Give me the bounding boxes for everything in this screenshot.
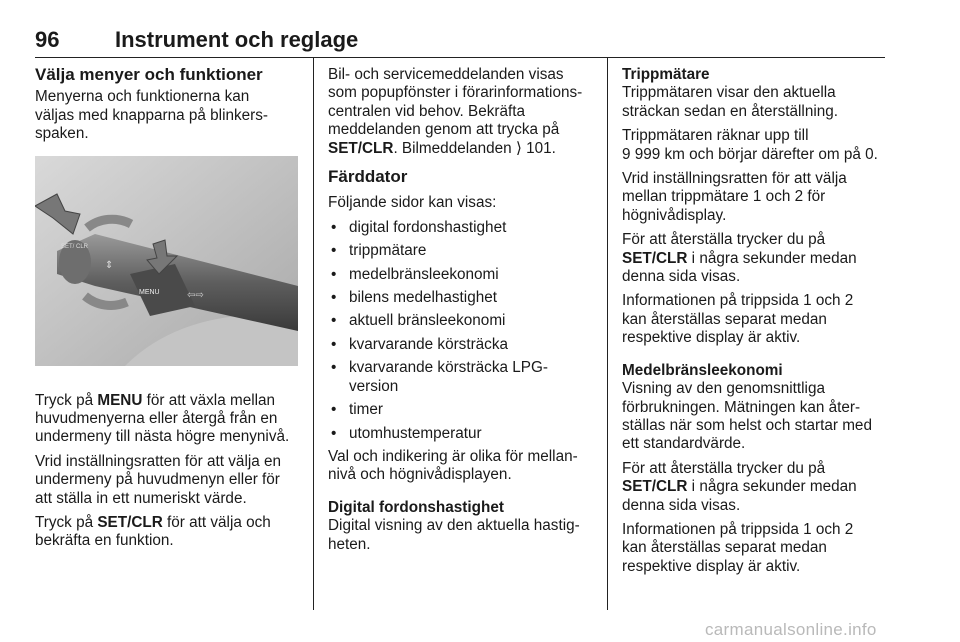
set-clr-keyword: SET/CLR xyxy=(622,478,688,496)
list-item: • medelbränsleekonomi xyxy=(328,266,598,284)
page-header xyxy=(35,27,885,58)
pages-intro: Följande sidor kan visas: xyxy=(328,194,497,212)
set-clr-keyword: SET/CLR xyxy=(328,139,394,157)
messages-paragraph: Bil- och servicemeddelanden visas som popupfönster i förarinformations- centralen vid behov. Bekräfta meddelanden genom att trycka på SET/CLR. Bilmeddelanden ⟩ 101. xyxy=(328,66,583,157)
list-item: • trippmätare xyxy=(328,242,598,260)
page-number: 96 xyxy=(35,27,60,52)
set-clr-paragraph: Tryck på SET/CLR för att välja och bekräfta en funktion. xyxy=(35,514,271,550)
heading-average-fuel: Medelbränsleekonomi xyxy=(622,361,783,379)
fuel-paragraph-2: För att återställa trycker du på SET/CLR i några sekunder medan denna sida visas. xyxy=(622,459,857,514)
turn-signal-lever-illustration xyxy=(35,156,298,366)
thumbwheel-paragraph: Vrid inställningsratten för att välja en undermeny på huvudmenyn eller för att ställa in ett numeriskt värde. xyxy=(35,452,282,507)
column-divider xyxy=(313,57,314,610)
list-item: • timer xyxy=(328,401,598,419)
turn-signal-arrows-icon: ⇦⇨ xyxy=(187,289,204,301)
list-item: • kvarvarande körsträcka LPG- version xyxy=(328,359,598,396)
trip-paragraph-2: Trippmätaren räknar upp till 9 999 km och börjar därefter om på 0. xyxy=(622,127,878,163)
heading-trip-computer: Färddator xyxy=(328,167,408,187)
set-clr-ring-label: SET/ CLR xyxy=(61,243,89,250)
trip-paragraph-1: Trippmätaren visar den aktuella sträckan sedan en återställning. xyxy=(622,84,838,120)
list-item: • utomhustemperatur xyxy=(328,425,598,443)
column-divider xyxy=(607,57,608,610)
list-item: • aktuell bränsleekonomi xyxy=(328,312,598,330)
list-item: • digital fordonshastighet xyxy=(328,219,598,237)
column-1 xyxy=(35,66,305,557)
page-reference-arrow-icon: ⟩ xyxy=(515,139,522,157)
pages-list xyxy=(328,219,598,443)
column-3 xyxy=(622,66,892,582)
menu-button-label: MENU xyxy=(139,288,160,296)
list-item: • kvarvarande körsträcka xyxy=(328,336,598,354)
display-level-paragraph: Val och indikering är olika för mellan- nivå och högnivådisplayen. xyxy=(328,447,578,484)
fuel-paragraph-1: Visning av den genomsnittliga förbrukningen. Mätningen kan åter- ställas när som helst och startar med ett standardvärde. xyxy=(622,380,872,453)
menu-paragraph: Tryck på MENU för att växla mellan huvudmenyerna eller återgå från en undermeny till nästa högre menynivå. xyxy=(35,391,290,446)
set-clr-keyword: SET/CLR xyxy=(622,249,688,267)
fuel-paragraph-3: Informationen på trippsida 1 och 2 kan återställas separat medan respektive display är aktiv. xyxy=(622,520,854,575)
watermark: carmanualsonline.info xyxy=(705,620,877,639)
digital-speed-paragraph: Digital visning av den aktuella hastig- heten. xyxy=(328,517,580,553)
heading-digital-speed: Digital fordonshastighet xyxy=(328,498,504,516)
heading-select-menus: Välja menyer och funktioner xyxy=(35,65,263,84)
set-clr-keyword: SET/CLR xyxy=(97,514,163,532)
section-title: Instrument och reglage xyxy=(115,27,359,52)
list-item: • bilens medelhastighet xyxy=(328,289,598,307)
page-reference-link[interactable]: 101. xyxy=(526,139,556,157)
trip-paragraph-4: För att återställa trycker du på SET/CLR i några sekunder medan denna sida visas. xyxy=(622,231,857,286)
thumbwheel-arrow-icon: ⇕ xyxy=(105,259,114,271)
trip-paragraph-5: Informationen på trippsida 1 och 2 kan återställas separat medan respektive display är aktiv. xyxy=(622,292,854,347)
intro-paragraph: Menyerna och funktionerna kan väljas med knapparna på blinkers- spaken. xyxy=(35,88,268,143)
column-2 xyxy=(328,66,598,560)
trip-paragraph-3: Vrid inställningsratten för att välja mellan trippmätare 1 och 2 för högnivådisplay. xyxy=(622,170,847,224)
heading-trip-odometer: Trippmätare xyxy=(622,66,710,83)
menu-keyword: MENU xyxy=(97,391,143,409)
